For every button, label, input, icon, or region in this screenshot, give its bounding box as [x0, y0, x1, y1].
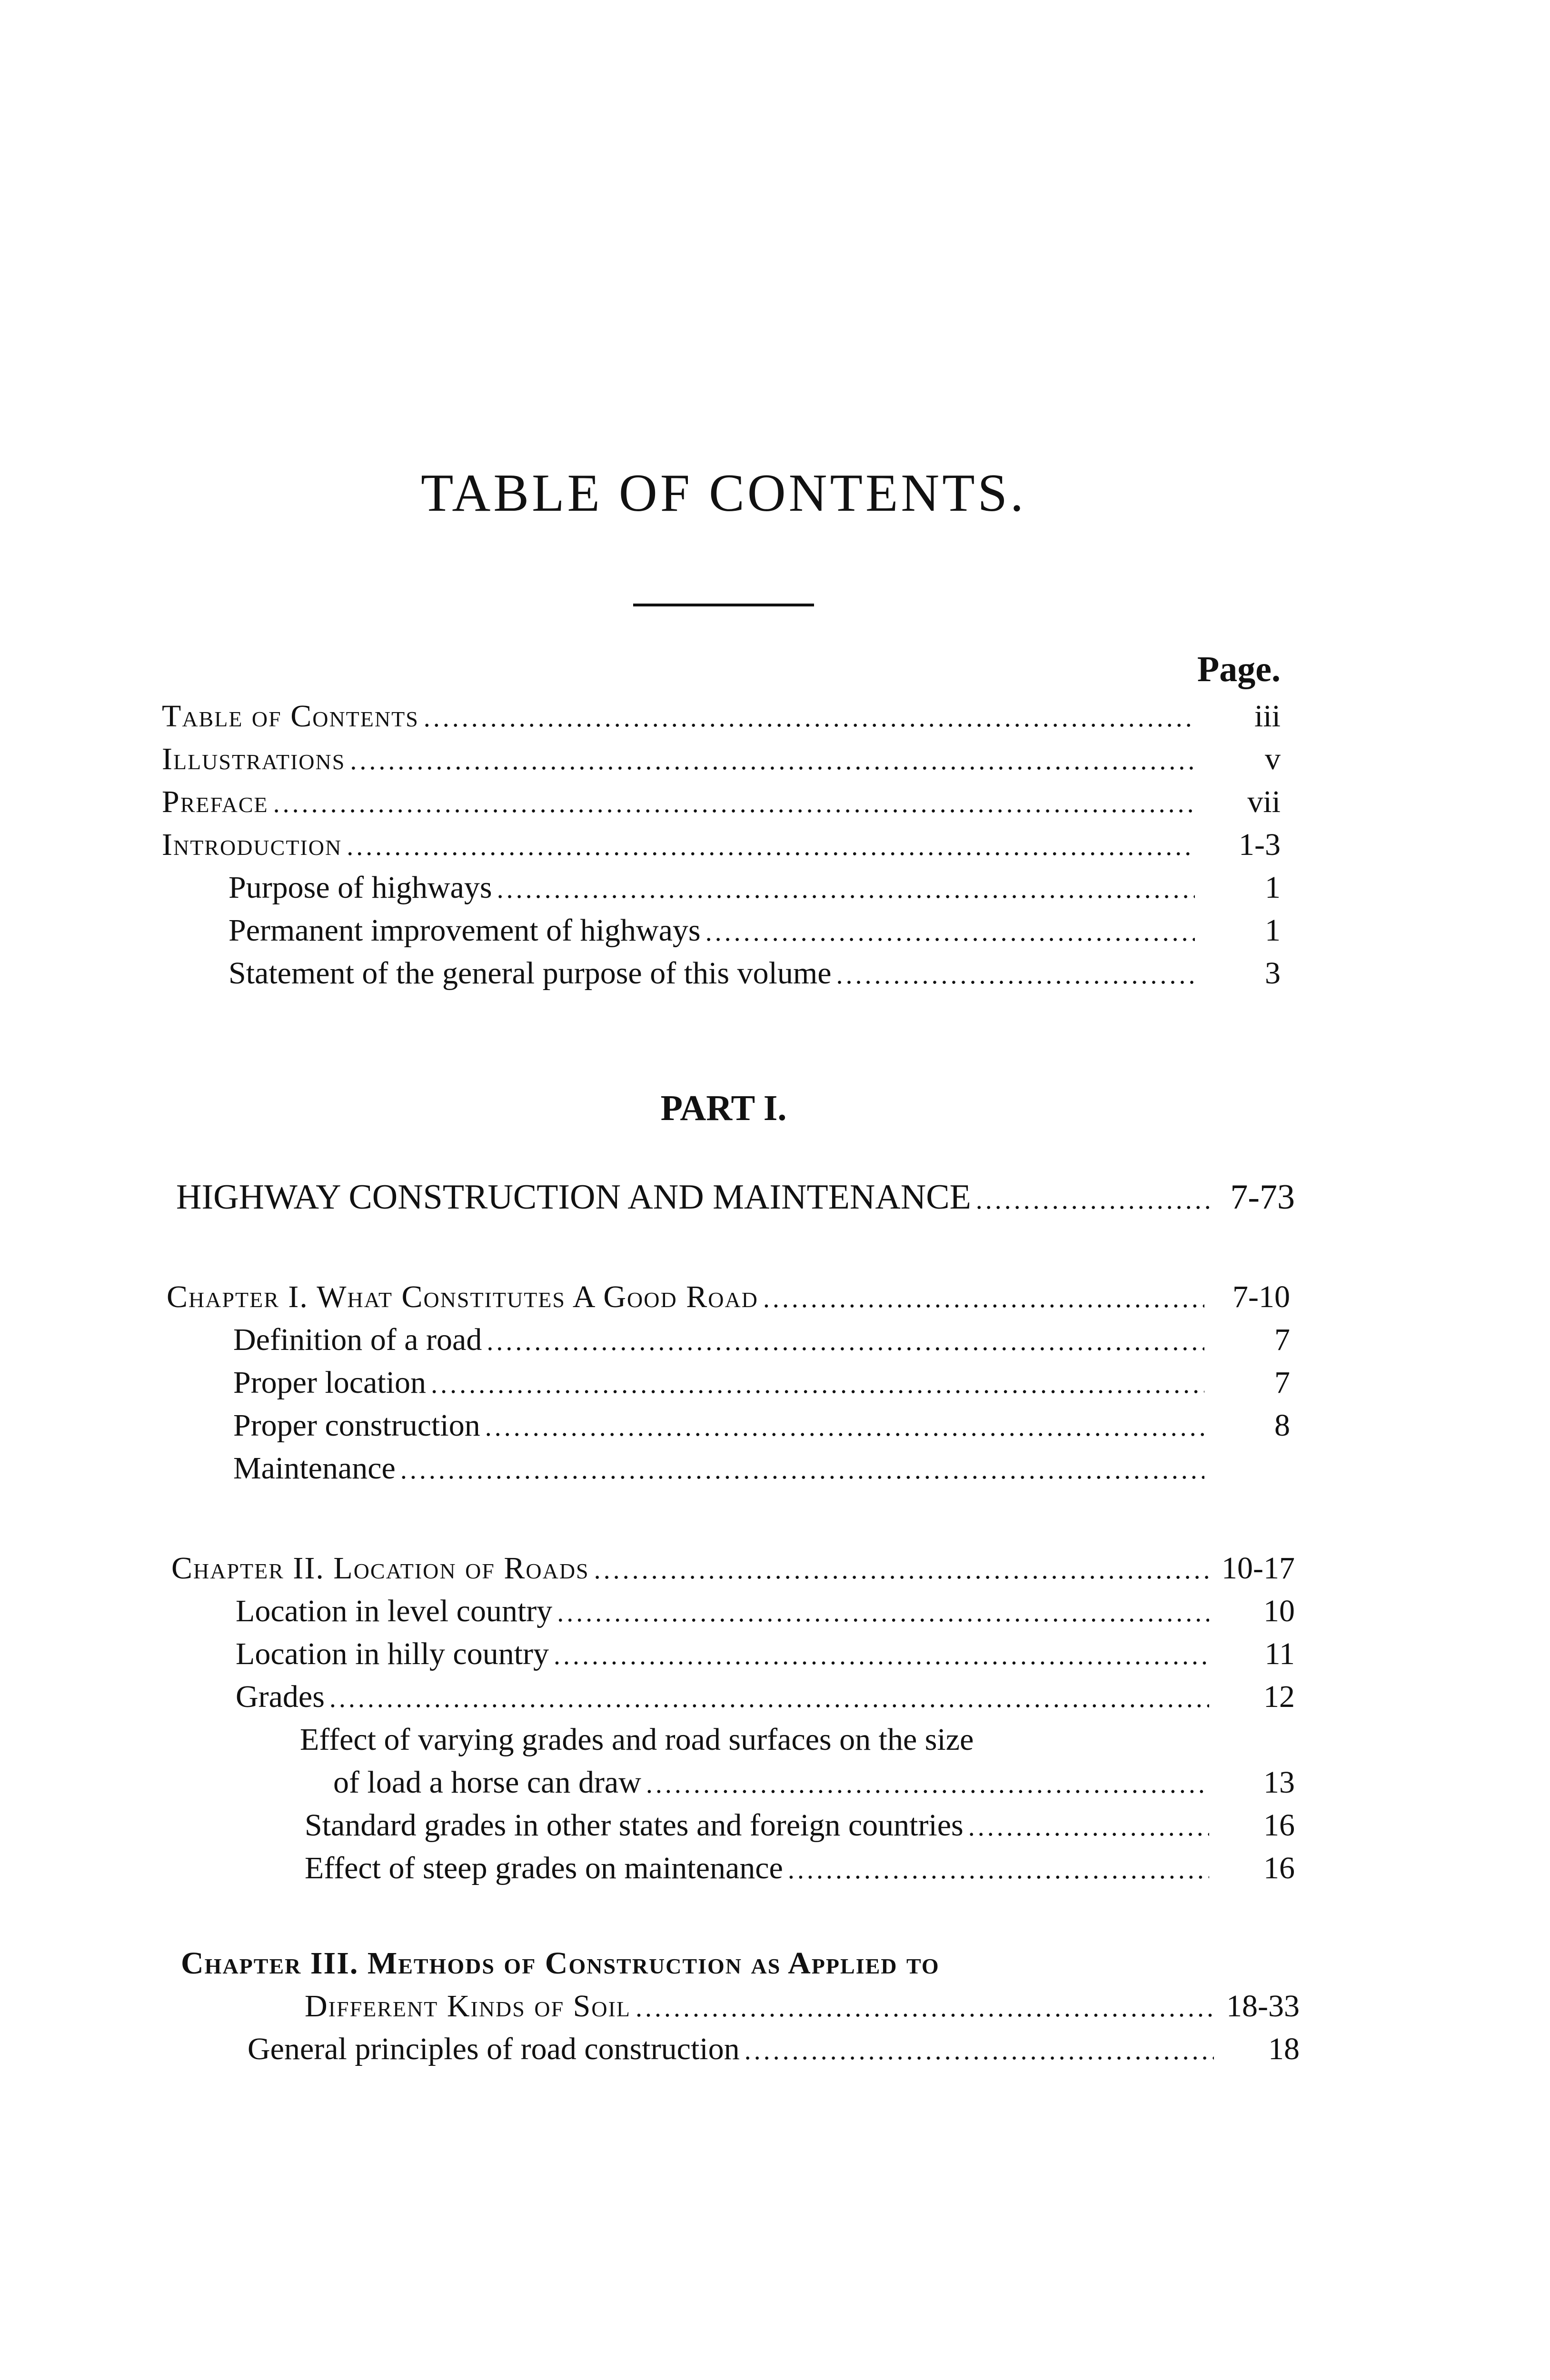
toc-entry-page: 18-33	[1226, 1989, 1300, 2023]
leader-dots	[424, 696, 1195, 739]
toc-entry-highway-construction[interactable]	[176, 1176, 1295, 1219]
toc-entry-label: Location in hilly country	[236, 1636, 549, 1671]
toc-entry-label: Grades	[236, 1679, 325, 1714]
toc-entry-page: 7	[1274, 1365, 1290, 1400]
toc-entry-chapter-3-line2[interactable]	[305, 1985, 1300, 2028]
toc-entry-page: 7	[1274, 1322, 1290, 1357]
title-rule	[633, 604, 814, 606]
toc-entry-chapter-3-line1[interactable]: Chapter III. Methods of Construction as Applied to	[181, 1946, 940, 1981]
leader-dots	[400, 1448, 1204, 1491]
toc-entry-maintenance[interactable]	[233, 1447, 1290, 1490]
toc-entry-page: 8	[1274, 1408, 1290, 1443]
leader-dots	[347, 825, 1195, 868]
leader-dots	[350, 739, 1195, 782]
toc-entry-label: Illustrations	[162, 742, 346, 776]
toc-entry-page: 1-3	[1239, 827, 1281, 862]
toc-entry-label: HIGHWAY CONSTRUCTION AND MAINTENANCE	[176, 1178, 971, 1217]
part-heading: PART I.	[660, 1088, 787, 1128]
leader-dots	[788, 1848, 1209, 1891]
toc-entry-label: Maintenance	[233, 1451, 396, 1486]
leader-dots	[976, 1179, 1209, 1221]
leader-dots	[487, 1320, 1204, 1363]
toc-entry-page: v	[1265, 742, 1281, 776]
toc-entry-label: Table of Contents	[162, 699, 419, 734]
toc-entry-page: 11	[1264, 1636, 1295, 1671]
toc-entry-purpose-of-highways[interactable]	[229, 866, 1281, 909]
toc-entry-page: 16	[1263, 1808, 1295, 1843]
leader-dots	[485, 1406, 1204, 1448]
toc-entry-label: Location in level country	[236, 1594, 553, 1628]
toc-entry-permanent-improvement[interactable]	[229, 909, 1281, 952]
toc-entry-label: Effect of steep grades on maintenance	[305, 1851, 783, 1885]
leader-dots	[594, 1548, 1209, 1591]
toc-entry-page: 12	[1263, 1679, 1295, 1714]
leader-dots	[646, 1763, 1209, 1805]
toc-entry-page: 10-17	[1222, 1551, 1295, 1586]
toc-entry-effect-of-grades-line1[interactable]: Effect of varying grades and road surfaces on the size	[300, 1722, 974, 1757]
toc-entry-effect-of-grades-line2[interactable]	[333, 1761, 1295, 1804]
toc-entry-page: 7-10	[1232, 1279, 1290, 1314]
toc-entry-page: 1	[1265, 913, 1281, 948]
toc-entry-page: 1	[1265, 870, 1281, 905]
toc-entry-page: vii	[1247, 784, 1281, 819]
toc-entry-page: iii	[1254, 699, 1281, 734]
toc-entry-label: of load a horse can draw	[333, 1765, 641, 1800]
toc-entry-introduction[interactable]	[162, 823, 1281, 866]
toc-entry-statement-of-purpose[interactable]	[229, 952, 1281, 995]
leader-dots	[763, 1277, 1204, 1320]
leader-dots	[431, 1363, 1204, 1406]
toc-entry-label: Definition of a road	[233, 1322, 482, 1357]
toc-entry-grades[interactable]	[236, 1676, 1295, 1718]
toc-entry-steep-grades[interactable]	[305, 1847, 1295, 1890]
toc-entry-label: General principles of road construction	[248, 2032, 740, 2066]
toc-entry-page: 16	[1263, 1851, 1295, 1885]
toc-entry-label: Purpose of highways	[229, 870, 492, 905]
leader-dots	[636, 1986, 1214, 2029]
leader-dots	[968, 1805, 1209, 1848]
leader-dots	[836, 953, 1195, 996]
leader-dots	[557, 1591, 1209, 1634]
leader-dots	[745, 2029, 1214, 2072]
toc-entry-label: Permanent improvement of highways	[229, 913, 701, 948]
toc-entry-label: Standard grades in other states and foreign countries	[305, 1808, 964, 1843]
toc-entry-preface[interactable]	[162, 781, 1281, 823]
toc-entry-chapter-2[interactable]	[171, 1547, 1295, 1590]
toc-entry-hilly-country[interactable]	[236, 1633, 1295, 1676]
toc-entry-definition-of-road[interactable]	[233, 1319, 1290, 1361]
toc-entry-general-principles[interactable]	[248, 2028, 1300, 2071]
toc-entry-page: 7-73	[1230, 1178, 1295, 1217]
leader-dots	[705, 911, 1195, 953]
page-column-heading: Page.	[1197, 649, 1281, 689]
toc-entry-page: 13	[1263, 1765, 1295, 1800]
toc-entry-chapter-1[interactable]	[167, 1276, 1290, 1319]
toc-entry-table-of-contents[interactable]	[162, 695, 1281, 738]
toc-entry-page: 3	[1265, 956, 1281, 991]
toc-entry-illustrations[interactable]	[162, 738, 1281, 781]
page-title: TABLE OF CONTENTS.	[421, 464, 1026, 523]
toc-entry-label: Statement of the general purpose of this volume	[229, 956, 832, 991]
leader-dots	[554, 1634, 1209, 1677]
leader-dots	[497, 868, 1195, 911]
toc-entry-label: Chapter II. Location of Roads	[171, 1551, 589, 1586]
toc-entry-label: Proper construction	[233, 1408, 480, 1443]
leader-dots	[329, 1677, 1209, 1720]
toc-entry-label: Preface	[162, 784, 268, 819]
toc-entry-page: 10	[1263, 1594, 1295, 1628]
toc-entry-page: 18	[1268, 2032, 1300, 2066]
toc-entry-level-country[interactable]	[236, 1590, 1295, 1633]
toc-entry-proper-location[interactable]	[233, 1361, 1290, 1404]
toc-entry-label: Proper location	[233, 1365, 427, 1400]
toc-entry-standard-grades[interactable]	[305, 1804, 1295, 1847]
toc-entry-label: Chapter I. What Constitutes A Good Road	[167, 1279, 758, 1314]
toc-entry-label: Different Kinds of Soil	[305, 1989, 631, 2023]
toc-entry-proper-construction[interactable]	[233, 1404, 1290, 1447]
toc-entry-label: Introduction	[162, 827, 342, 862]
leader-dots	[273, 782, 1195, 825]
